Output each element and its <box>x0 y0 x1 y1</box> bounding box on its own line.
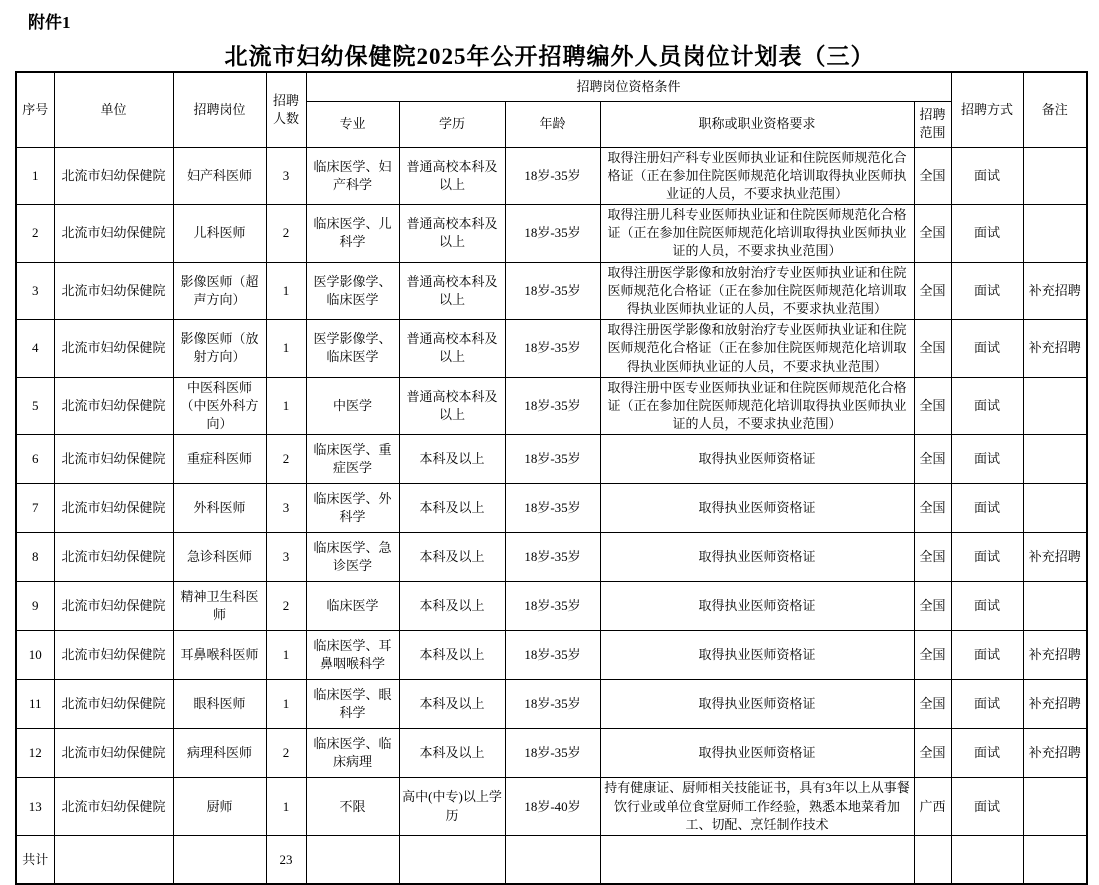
unit-cell: 北流市妇幼保健院 <box>54 205 173 263</box>
count-cell: 2 <box>266 205 306 263</box>
requirement-cell: 取得执业医师资格证 <box>600 582 914 631</box>
major-cell: 医学影像学、临床医学 <box>306 262 399 320</box>
remark-cell <box>1023 484 1087 533</box>
header-row-1 <box>16 72 1087 101</box>
table-row <box>16 729 1087 778</box>
serial-cell: 5 <box>16 377 54 435</box>
method-cell: 面试 <box>951 205 1023 263</box>
position-cell: 急诊科医师 <box>173 533 266 582</box>
unit-cell: 北流市妇幼保健院 <box>54 320 173 378</box>
count-cell: 2 <box>266 582 306 631</box>
position-cell: 病理科医师 <box>173 729 266 778</box>
remark-cell <box>1023 835 1087 884</box>
remark-cell <box>1023 582 1087 631</box>
requirement-cell: 取得执业医师资格证 <box>600 631 914 680</box>
education-cell: 本科及以上 <box>399 729 505 778</box>
table-row <box>16 435 1087 484</box>
position-cell: 影像医师（放射方向） <box>173 320 266 378</box>
scope-cell: 全国 <box>914 680 951 729</box>
position-cell: 重症科医师 <box>173 435 266 484</box>
table-row <box>16 778 1087 836</box>
table-row <box>16 377 1087 435</box>
remark-cell <box>1023 435 1087 484</box>
unit-cell: 北流市妇幼保健院 <box>54 435 173 484</box>
header-count: 招聘人数 <box>266 72 306 147</box>
page-title: 北流市妇幼保健院2025年公开招聘编外人员岗位计划表（三） <box>224 44 875 69</box>
header-method: 招聘方式 <box>951 72 1023 147</box>
age-cell: 18岁-35岁 <box>505 262 600 320</box>
major-cell: 临床医学、妇产科学 <box>306 147 399 205</box>
position-cell: 儿科医师 <box>173 205 266 263</box>
scope-cell: 全国 <box>914 729 951 778</box>
unit-cell: 北流市妇幼保健院 <box>54 729 173 778</box>
unit-cell: 北流市妇幼保健院 <box>54 533 173 582</box>
method-cell: 面试 <box>951 631 1023 680</box>
method-cell: 面试 <box>951 533 1023 582</box>
count-cell: 2 <box>266 435 306 484</box>
age-cell <box>505 835 600 884</box>
unit-cell: 北流市妇幼保健院 <box>54 262 173 320</box>
position-cell <box>173 835 266 884</box>
education-cell <box>399 835 505 884</box>
education-cell: 普通高校本科及以上 <box>399 262 505 320</box>
count-cell: 1 <box>266 778 306 836</box>
scope-cell: 全国 <box>914 582 951 631</box>
education-cell: 本科及以上 <box>399 582 505 631</box>
education-cell: 普通高校本科及以上 <box>399 377 505 435</box>
recruitment-plan-table <box>15 71 1088 885</box>
requirement-cell: 取得注册妇产科专业医师执业证和住院医师规范化合格证（正在参加住院医师规范化培训取得执业医师执业证的人员，不要求执业范围） <box>600 147 914 205</box>
major-cell: 临床医学、急诊医学 <box>306 533 399 582</box>
unit-cell <box>54 835 173 884</box>
requirement-cell: 取得执业医师资格证 <box>600 484 914 533</box>
serial-cell: 7 <box>16 484 54 533</box>
requirement-cell: 取得注册中医专业医师执业证和住院医师规范化合格证（正在参加住院医师规范化培训取得执业医师执业证的人员，不要求执业范围） <box>600 377 914 435</box>
serial-cell: 6 <box>16 435 54 484</box>
method-cell: 面试 <box>951 435 1023 484</box>
remark-cell: 补充招聘 <box>1023 680 1087 729</box>
major-cell: 临床医学、重症医学 <box>306 435 399 484</box>
unit-cell: 北流市妇幼保健院 <box>54 680 173 729</box>
requirement-cell: 取得执业医师资格证 <box>600 680 914 729</box>
total-row <box>16 835 1087 884</box>
remark-cell: 补充招聘 <box>1023 320 1087 378</box>
method-cell: 面试 <box>951 582 1023 631</box>
age-cell: 18岁-35岁 <box>505 205 600 263</box>
header-position: 招聘岗位 <box>173 72 266 147</box>
method-cell: 面试 <box>951 147 1023 205</box>
education-cell: 本科及以上 <box>399 680 505 729</box>
requirement-cell: 取得执业医师资格证 <box>600 435 914 484</box>
position-cell: 妇产科医师 <box>173 147 266 205</box>
scope-cell: 全国 <box>914 205 951 263</box>
table-body <box>16 147 1087 884</box>
requirement-cell: 取得注册儿科专业医师执业证和住院医师规范化合格证（正在参加住院医师规范化培训取得执业医师执业证的人员，不要求执业范围） <box>600 205 914 263</box>
header-qualification-group: 招聘岗位资格条件 <box>306 72 951 101</box>
header-unit: 单位 <box>54 72 173 147</box>
serial-cell: 9 <box>16 582 54 631</box>
scope-cell: 全国 <box>914 484 951 533</box>
count-cell: 3 <box>266 147 306 205</box>
attachment-label: 附件1 <box>28 13 71 32</box>
count-cell: 3 <box>266 484 306 533</box>
scope-cell: 广西 <box>914 778 951 836</box>
major-cell: 临床医学、耳鼻咽喉科学 <box>306 631 399 680</box>
count-cell: 1 <box>266 631 306 680</box>
scope-cell <box>914 835 951 884</box>
remark-cell: 补充招聘 <box>1023 262 1087 320</box>
age-cell: 18岁-35岁 <box>505 680 600 729</box>
serial-cell: 8 <box>16 533 54 582</box>
major-cell <box>306 835 399 884</box>
header-major: 专业 <box>306 101 399 147</box>
table-row <box>16 484 1087 533</box>
age-cell: 18岁-35岁 <box>505 533 600 582</box>
remark-cell <box>1023 778 1087 836</box>
table-header <box>16 72 1087 147</box>
unit-cell: 北流市妇幼保健院 <box>54 484 173 533</box>
scope-cell: 全国 <box>914 435 951 484</box>
unit-cell: 北流市妇幼保健院 <box>54 778 173 836</box>
table-row <box>16 262 1087 320</box>
education-cell: 普通高校本科及以上 <box>399 205 505 263</box>
position-cell: 外科医师 <box>173 484 266 533</box>
major-cell: 临床医学 <box>306 582 399 631</box>
education-cell: 本科及以上 <box>399 484 505 533</box>
table-row <box>16 680 1087 729</box>
scope-cell: 全国 <box>914 262 951 320</box>
education-cell: 高中(中专)以上学历 <box>399 778 505 836</box>
serial-cell: 1 <box>16 147 54 205</box>
requirement-cell: 取得注册医学影像和放射治疗专业医师执业证和住院医师规范化合格证（正在参加住院医师规范化培训取得执业医师执业证的人员，不要求执业范围） <box>600 262 914 320</box>
count-cell: 1 <box>266 680 306 729</box>
table-row <box>16 631 1087 680</box>
unit-cell: 北流市妇幼保健院 <box>54 377 173 435</box>
scope-cell: 全国 <box>914 320 951 378</box>
method-cell: 面试 <box>951 729 1023 778</box>
age-cell: 18岁-35岁 <box>505 582 600 631</box>
position-cell: 厨师 <box>173 778 266 836</box>
age-cell: 18岁-35岁 <box>505 377 600 435</box>
major-cell: 中医学 <box>306 377 399 435</box>
serial-cell: 13 <box>16 778 54 836</box>
requirement-cell: 持有健康证、厨师相关技能证书，具有3年以上从事餐饮行业或单位食堂厨师工作经验，熟悉本地菜肴加工、切配、烹饪制作技术 <box>600 778 914 836</box>
age-cell: 18岁-35岁 <box>505 729 600 778</box>
count-cell: 23 <box>266 835 306 884</box>
scope-cell: 全国 <box>914 377 951 435</box>
major-cell: 临床医学、儿科学 <box>306 205 399 263</box>
count-cell: 1 <box>266 377 306 435</box>
serial-cell: 12 <box>16 729 54 778</box>
age-cell: 18岁-35岁 <box>505 147 600 205</box>
method-cell: 面试 <box>951 262 1023 320</box>
table-row <box>16 582 1087 631</box>
count-cell: 3 <box>266 533 306 582</box>
table-row <box>16 147 1087 205</box>
table-row <box>16 533 1087 582</box>
serial-cell: 3 <box>16 262 54 320</box>
education-cell: 本科及以上 <box>399 435 505 484</box>
serial-cell: 10 <box>16 631 54 680</box>
remark-cell <box>1023 377 1087 435</box>
requirement-cell: 取得执业医师资格证 <box>600 533 914 582</box>
table-row <box>16 205 1087 263</box>
method-cell <box>951 835 1023 884</box>
scope-cell: 全国 <box>914 147 951 205</box>
unit-cell: 北流市妇幼保健院 <box>54 147 173 205</box>
remark-cell: 补充招聘 <box>1023 729 1087 778</box>
position-cell: 影像医师（超声方向） <box>173 262 266 320</box>
serial-cell: 2 <box>16 205 54 263</box>
position-cell: 眼科医师 <box>173 680 266 729</box>
major-cell: 不限 <box>306 778 399 836</box>
unit-cell: 北流市妇幼保健院 <box>54 582 173 631</box>
method-cell: 面试 <box>951 377 1023 435</box>
major-cell: 临床医学、眼科学 <box>306 680 399 729</box>
scope-cell: 全国 <box>914 533 951 582</box>
age-cell: 18岁-35岁 <box>505 320 600 378</box>
serial-cell: 4 <box>16 320 54 378</box>
remark-cell: 补充招聘 <box>1023 533 1087 582</box>
header-serial: 序号 <box>16 72 54 147</box>
age-cell: 18岁-40岁 <box>505 778 600 836</box>
count-cell: 2 <box>266 729 306 778</box>
header-scope: 招聘范围 <box>914 101 951 147</box>
scope-cell: 全国 <box>914 631 951 680</box>
method-cell: 面试 <box>951 778 1023 836</box>
major-cell: 临床医学、临床病理 <box>306 729 399 778</box>
education-cell: 普通高校本科及以上 <box>399 320 505 378</box>
count-cell: 1 <box>266 320 306 378</box>
header-remark: 备注 <box>1023 72 1087 147</box>
method-cell: 面试 <box>951 320 1023 378</box>
position-cell: 精神卫生科医师 <box>173 582 266 631</box>
major-cell: 医学影像学、临床医学 <box>306 320 399 378</box>
table-row <box>16 320 1087 378</box>
position-cell: 耳鼻喉科医师 <box>173 631 266 680</box>
education-cell: 本科及以上 <box>399 533 505 582</box>
method-cell: 面试 <box>951 680 1023 729</box>
position-cell: 中医科医师（中医外科方向） <box>173 377 266 435</box>
serial-cell: 共计 <box>16 835 54 884</box>
education-cell: 普通高校本科及以上 <box>399 147 505 205</box>
remark-cell <box>1023 205 1087 263</box>
requirement-cell: 取得注册医学影像和放射治疗专业医师执业证和住院医师规范化合格证（正在参加住院医师规范化培训取得执业医师执业证的人员，不要求执业范围） <box>600 320 914 378</box>
header-requirement: 职称或职业资格要求 <box>600 101 914 147</box>
major-cell: 临床医学、外科学 <box>306 484 399 533</box>
age-cell: 18岁-35岁 <box>505 484 600 533</box>
header-age: 年龄 <box>505 101 600 147</box>
method-cell: 面试 <box>951 484 1023 533</box>
count-cell: 1 <box>266 262 306 320</box>
unit-cell: 北流市妇幼保健院 <box>54 631 173 680</box>
remark-cell: 补充招聘 <box>1023 631 1087 680</box>
education-cell: 本科及以上 <box>399 631 505 680</box>
requirement-cell <box>600 835 914 884</box>
header-education: 学历 <box>399 101 505 147</box>
age-cell: 18岁-35岁 <box>505 435 600 484</box>
serial-cell: 11 <box>16 680 54 729</box>
requirement-cell: 取得执业医师资格证 <box>600 729 914 778</box>
age-cell: 18岁-35岁 <box>505 631 600 680</box>
remark-cell <box>1023 147 1087 205</box>
